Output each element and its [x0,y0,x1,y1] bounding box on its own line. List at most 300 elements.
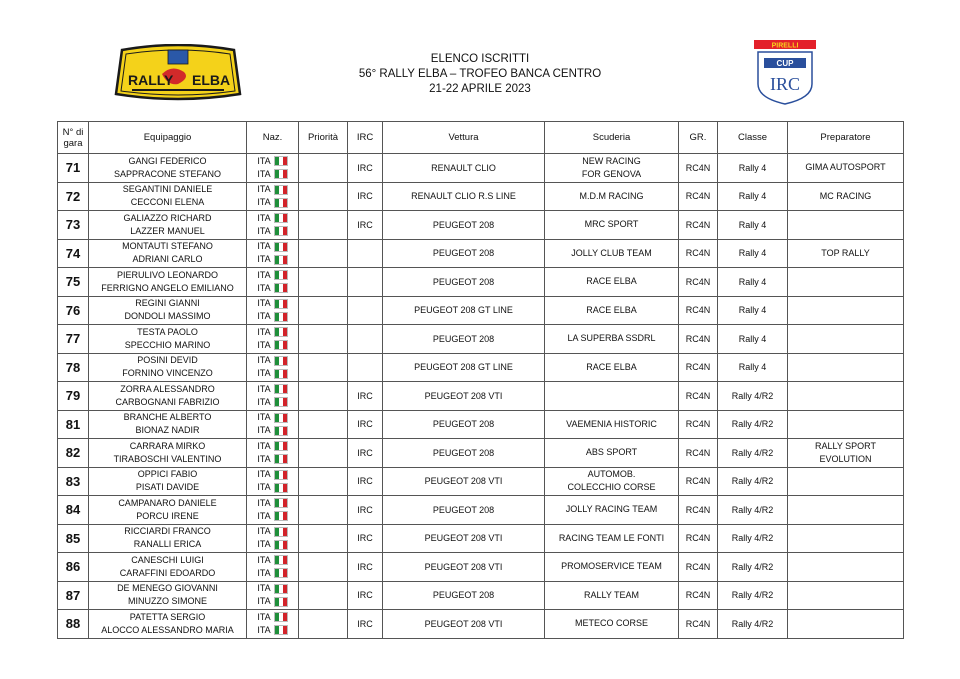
group-cell: RC4N [679,610,718,639]
crew-cell [89,325,247,354]
italy-flag-icon [274,169,288,179]
irc-cell: IRC [348,211,383,240]
header-date: 21-22 APRILE 2023 [429,83,531,95]
driver-name: DE MENEGO GIOVANNI [117,583,218,594]
nationality-cell [247,382,299,411]
team-cell [545,382,679,411]
group-cell: RC4N [679,581,718,610]
entry-number: 72 [58,182,89,211]
codriver-nationality: ITA [247,538,298,551]
entry-number: 82 [58,439,89,468]
entry-list-table [57,121,904,639]
team-line: VAEMENIA HISTORIC [566,418,657,429]
driver-name: RICCIARDI FRANCO [124,526,211,537]
driver-name: BRANCHE ALBERTO [123,412,212,423]
group-cell: RC4N [679,410,718,439]
document-header [300,52,660,97]
driver-name: CAMPANARO DANIELE [118,497,217,508]
italy-flag-icon [274,270,288,280]
driver-name: OPPICI FABIO [137,469,198,480]
table-row [58,353,904,382]
driver-name: PATETTA SERGIO [129,611,206,622]
driver-name: SEGANTINI DANIELE [122,184,213,195]
table-row [58,182,904,211]
class-cell: Rally 4/R2 [718,524,788,553]
preparer-cell [788,382,904,411]
group-cell: RC4N [679,211,718,240]
class-cell: Rally 4/R2 [718,581,788,610]
car-cell: RENAULT CLIO R.S LINE [383,182,545,211]
class-cell: Rally 4 [718,325,788,354]
car-cell: PEUGEOT 208 VTI [383,467,545,496]
driver-name: PIERULIVO LEONARDO [116,269,219,280]
class-cell: Rally 4 [718,182,788,211]
preparer-cell [788,581,904,610]
table-row [58,496,904,525]
irc-cell: IRC [348,610,383,639]
preparer-cell [788,182,904,211]
driver-name: REGINI GIANNI [135,298,200,309]
team-line: RACING TEAM LE FONTI [558,532,665,543]
preparer-cell [788,610,904,639]
driver-nationality: ITA [247,212,298,225]
team-line: ABS SPORT [585,447,638,458]
priority-cell [299,581,348,610]
entry-number: 86 [58,553,89,582]
driver-nationality: ITA [247,554,298,567]
table-row [58,439,904,468]
driver-nationality: ITA [247,497,298,510]
svg-text:IRC: IRC [769,74,801,94]
priority-cell [299,410,348,439]
irc-cell [348,296,383,325]
preparer-line: EVOLUTION [819,453,872,464]
irc-cell: IRC [348,382,383,411]
nationality-cell [247,296,299,325]
col-header-car: Vettura [383,122,545,154]
car-cell: PEUGEOT 208 [383,239,545,268]
codriver-nationality: ITA [247,424,298,437]
codriver-nationality: ITA [247,339,298,352]
team-cell [545,296,679,325]
entry-number: 77 [58,325,89,354]
team-cell [545,610,679,639]
preparer-cell [788,467,904,496]
class-cell: Rally 4 [718,268,788,297]
driver-name: GALIAZZO RICHARD [123,212,212,223]
crew-cell [89,410,247,439]
svg-text:PIRELLI: PIRELLI [771,42,799,50]
preparer-line: MC RACING [819,190,872,201]
group-cell: RC4N [679,296,718,325]
codriver-nationality: ITA [247,453,298,466]
nationality-cell [247,496,299,525]
driver-nationality: ITA [247,155,298,168]
codriver-nationality: ITA [247,396,298,409]
crew-cell [89,211,247,240]
crew-cell [89,610,247,639]
class-cell: Rally 4/R2 [718,439,788,468]
driver-nationality: ITA [247,411,298,424]
priority-cell [299,325,348,354]
nationality-cell [247,325,299,354]
codriver-nationality: ITA [247,595,298,608]
priority-cell [299,211,348,240]
driver-name: TESTA PAOLO [137,326,198,337]
codriver-name: FORNINO VINCENZO [122,368,213,379]
team-cell [545,353,679,382]
table-row [58,154,904,183]
driver-nationality: ITA [247,326,298,339]
class-cell: Rally 4 [718,154,788,183]
irc-cell: IRC [348,439,383,468]
team-line: NEW RACING [582,155,641,166]
priority-cell [299,268,348,297]
table-row [58,325,904,354]
codriver-nationality: ITA [247,253,298,266]
table-row [58,211,904,240]
irc-cell [348,325,383,354]
codriver-nationality: ITA [247,168,298,181]
codriver-name: SPECCHIO MARINO [124,339,211,350]
preparer-line: GIMA AUTOSPORT [805,162,886,173]
codriver-name: CECCONI ELENA [130,197,205,208]
col-header-nationality: Naz. [247,122,299,154]
entry-number: 84 [58,496,89,525]
driver-nationality: ITA [247,183,298,196]
table-row [58,268,904,297]
preparer-cell [788,296,904,325]
team-line: COLECCHIO CORSE [567,482,656,493]
priority-cell [299,182,348,211]
col-header-priority: Priorità [299,122,348,154]
team-line: JOLLY RACING TEAM [565,504,658,515]
italy-flag-icon [274,470,288,480]
table-row [58,382,904,411]
driver-nationality: ITA [247,354,298,367]
table-row [58,610,904,639]
crew-cell [89,268,247,297]
preparer-cell [788,268,904,297]
italy-flag-icon [274,625,288,635]
irc-cell: IRC [348,154,383,183]
nationality-cell [247,610,299,639]
crew-cell [89,439,247,468]
car-cell: PEUGEOT 208 [383,325,545,354]
team-cell [545,410,679,439]
car-cell: PEUGEOT 208 [383,581,545,610]
crew-cell [89,353,247,382]
codriver-name: TIRABOSCHI VALENTINO [113,453,222,464]
team-cell [545,239,679,268]
team-cell [545,496,679,525]
driver-name: CARRARA MIRKO [129,440,206,451]
team-line: RACE ELBA [586,361,637,372]
priority-cell [299,467,348,496]
irc-cell [348,353,383,382]
team-line: METECO CORSE [574,618,648,629]
entry-number: 74 [58,239,89,268]
driver-nationality: ITA [247,525,298,538]
irc-cell [348,268,383,297]
codriver-nationality: ITA [247,624,298,637]
team-line: FOR GENOVA [581,168,642,179]
svg-text:CUP: CUP [776,59,794,68]
svg-text:RALLY: RALLY [128,72,174,88]
class-cell: Rally 4/R2 [718,410,788,439]
team-line: MRC SPORT [584,219,639,230]
team-cell [545,524,679,553]
entry-number: 87 [58,581,89,610]
driver-nationality: ITA [247,240,298,253]
col-header-group: GR. [679,122,718,154]
italy-flag-icon [274,426,288,436]
class-cell: Rally 4 [718,353,788,382]
irc-cell: IRC [348,553,383,582]
team-cell [545,325,679,354]
crew-cell [89,467,247,496]
priority-cell [299,524,348,553]
codriver-name: PORCU IRENE [136,510,199,521]
codriver-nationality: ITA [247,567,298,580]
italy-flag-icon [274,498,288,508]
car-cell: PEUGEOT 208 [383,211,545,240]
team-line: LA SUPERBA SSDRL [567,333,656,344]
codriver-name: CARAFFINI EDOARDO [119,567,216,578]
preparer-line: TOP RALLY [821,247,870,258]
car-cell: RENAULT CLIO [383,154,545,183]
group-cell: RC4N [679,467,718,496]
driver-name: ZORRA ALESSANDRO [120,383,215,394]
driver-name: CANESCHI LUIGI [131,554,204,565]
priority-cell [299,553,348,582]
car-cell: PEUGEOT 208 VTI [383,382,545,411]
italy-flag-icon [274,568,288,578]
crew-cell [89,581,247,610]
driver-nationality: ITA [247,611,298,624]
nationality-cell [247,239,299,268]
nationality-cell [247,154,299,183]
svg-text:ELBA: ELBA [192,72,231,88]
col-header-class: Classe [718,122,788,154]
car-cell: PEUGEOT 208 VTI [383,524,545,553]
entry-number: 85 [58,524,89,553]
irc-cell: IRC [348,496,383,525]
preparer-cell [788,496,904,525]
italy-flag-icon [274,213,288,223]
priority-cell [299,382,348,411]
italy-flag-icon [274,540,288,550]
entry-number: 78 [58,353,89,382]
preparer-cell [788,524,904,553]
driver-nationality: ITA [247,383,298,396]
team-line: JOLLY CLUB TEAM [571,247,652,258]
driver-nationality: ITA [247,297,298,310]
codriver-nationality: ITA [247,481,298,494]
italy-flag-icon [274,555,288,565]
codriver-name: BIONAZ NADIR [135,425,200,436]
codriver-name: RANALLI ERICA [133,539,202,550]
entry-number: 71 [58,154,89,183]
group-cell: RC4N [679,439,718,468]
entries-body [58,154,904,639]
nationality-cell [247,439,299,468]
codriver-name: ADRIANI CARLO [132,254,203,265]
car-cell: PEUGEOT 208 VTI [383,610,545,639]
crew-cell [89,154,247,183]
crew-cell [89,524,247,553]
italy-flag-icon [274,327,288,337]
preparer-line: RALLY SPORT [814,440,877,451]
driver-name: GANGI FEDERICO [128,155,207,166]
class-cell: Rally 4/R2 [718,610,788,639]
italy-flag-icon [274,511,288,521]
crew-cell [89,553,247,582]
col-header-preparer: Preparatore [788,122,904,154]
preparer-cell [788,239,904,268]
group-cell: RC4N [679,239,718,268]
italy-flag-icon [274,584,288,594]
driver-nationality: ITA [247,582,298,595]
irc-cell: IRC [348,182,383,211]
group-cell: RC4N [679,325,718,354]
class-cell: Rally 4 [718,296,788,325]
codriver-nationality: ITA [247,282,298,295]
nationality-cell [247,524,299,553]
nationality-cell [247,211,299,240]
codriver-nationality: ITA [247,225,298,238]
table-row [58,410,904,439]
italy-flag-icon [274,356,288,366]
team-line: RALLY TEAM [583,589,640,600]
italy-flag-icon [274,612,288,622]
entry-number: 79 [58,382,89,411]
table-row [58,296,904,325]
irc-cell: IRC [348,524,383,553]
entry-number: 83 [58,467,89,496]
codriver-name: PISATI DAVIDE [135,482,200,493]
car-cell: PEUGEOT 208 [383,439,545,468]
col-header-crew: Equipaggio [89,122,247,154]
italy-flag-icon [274,255,288,265]
entry-number: 81 [58,410,89,439]
header-title: ELENCO ISCRITTI [430,53,530,65]
crew-cell [89,296,247,325]
header-event: 56° RALLY ELBA – TROFEO BANCA CENTRO [358,68,602,80]
crew-cell [89,182,247,211]
priority-cell [299,239,348,268]
team-cell [545,211,679,240]
team-line: PROMOSERVICE TEAM [561,561,662,572]
car-cell: PEUGEOT 208 GT LINE [383,296,545,325]
class-cell: Rally 4/R2 [718,553,788,582]
italy-flag-icon [274,312,288,322]
codriver-nationality: ITA [247,310,298,323]
table-row [58,553,904,582]
driver-nationality: ITA [247,440,298,453]
class-cell: Rally 4 [718,239,788,268]
team-cell [545,467,679,496]
group-cell: RC4N [679,382,718,411]
team-cell [545,182,679,211]
italy-flag-icon [274,242,288,252]
priority-cell [299,296,348,325]
italy-flag-icon [274,441,288,451]
codriver-name: CARBOGNANI FABRIZIO [115,396,220,407]
group-cell: RC4N [679,496,718,525]
codriver-name: SAPPRACONE STEFANO [113,168,222,179]
nationality-cell [247,467,299,496]
preparer-cell [788,211,904,240]
irc-cell: IRC [348,467,383,496]
team-cell [545,268,679,297]
italy-flag-icon [274,185,288,195]
class-cell: Rally 4/R2 [718,496,788,525]
team-line: RACE ELBA [586,276,637,287]
team-cell [545,154,679,183]
driver-name: POSINI DEVID [137,355,198,366]
group-cell: RC4N [679,524,718,553]
entry-number: 76 [58,296,89,325]
preparer-cell [788,154,904,183]
codriver-name: LAZZER MANUEL [130,225,205,236]
entry-number: 75 [58,268,89,297]
col-header-team: Scuderia [545,122,679,154]
preparer-cell [788,353,904,382]
nationality-cell [247,268,299,297]
team-cell [545,581,679,610]
priority-cell [299,439,348,468]
italy-flag-icon [274,299,288,309]
crew-cell [89,382,247,411]
codriver-nationality: ITA [247,196,298,209]
italy-flag-icon [274,384,288,394]
preparer-cell [788,439,904,468]
group-cell: RC4N [679,553,718,582]
car-cell: PEUGEOT 208 [383,268,545,297]
table-header-row [58,122,904,154]
group-cell: RC4N [679,182,718,211]
team-cell [545,439,679,468]
car-cell: PEUGEOT 208 VTI [383,553,545,582]
table-row [58,467,904,496]
team-cell [545,553,679,582]
italy-flag-icon [274,198,288,208]
codriver-nationality: ITA [247,367,298,380]
table-row [58,239,904,268]
table-row [58,524,904,553]
italy-flag-icon [274,597,288,607]
nationality-cell [247,353,299,382]
priority-cell [299,353,348,382]
team-line: M.D.M RACING [579,190,644,201]
class-cell: Rally 4/R2 [718,382,788,411]
italy-flag-icon [274,527,288,537]
irc-cell: IRC [348,581,383,610]
italy-flag-icon [274,483,288,493]
priority-cell [299,154,348,183]
car-cell: PEUGEOT 208 [383,410,545,439]
entry-number: 88 [58,610,89,639]
preparer-cell [788,553,904,582]
codriver-name: FERRIGNO ANGELO EMILIANO [101,282,234,293]
codriver-name: DONDOLI MASSIMO [124,311,211,322]
table-row [58,581,904,610]
irc-cup-logo [754,40,816,106]
priority-cell [299,496,348,525]
team-line: RACE ELBA [586,304,637,315]
italy-flag-icon [274,156,288,166]
